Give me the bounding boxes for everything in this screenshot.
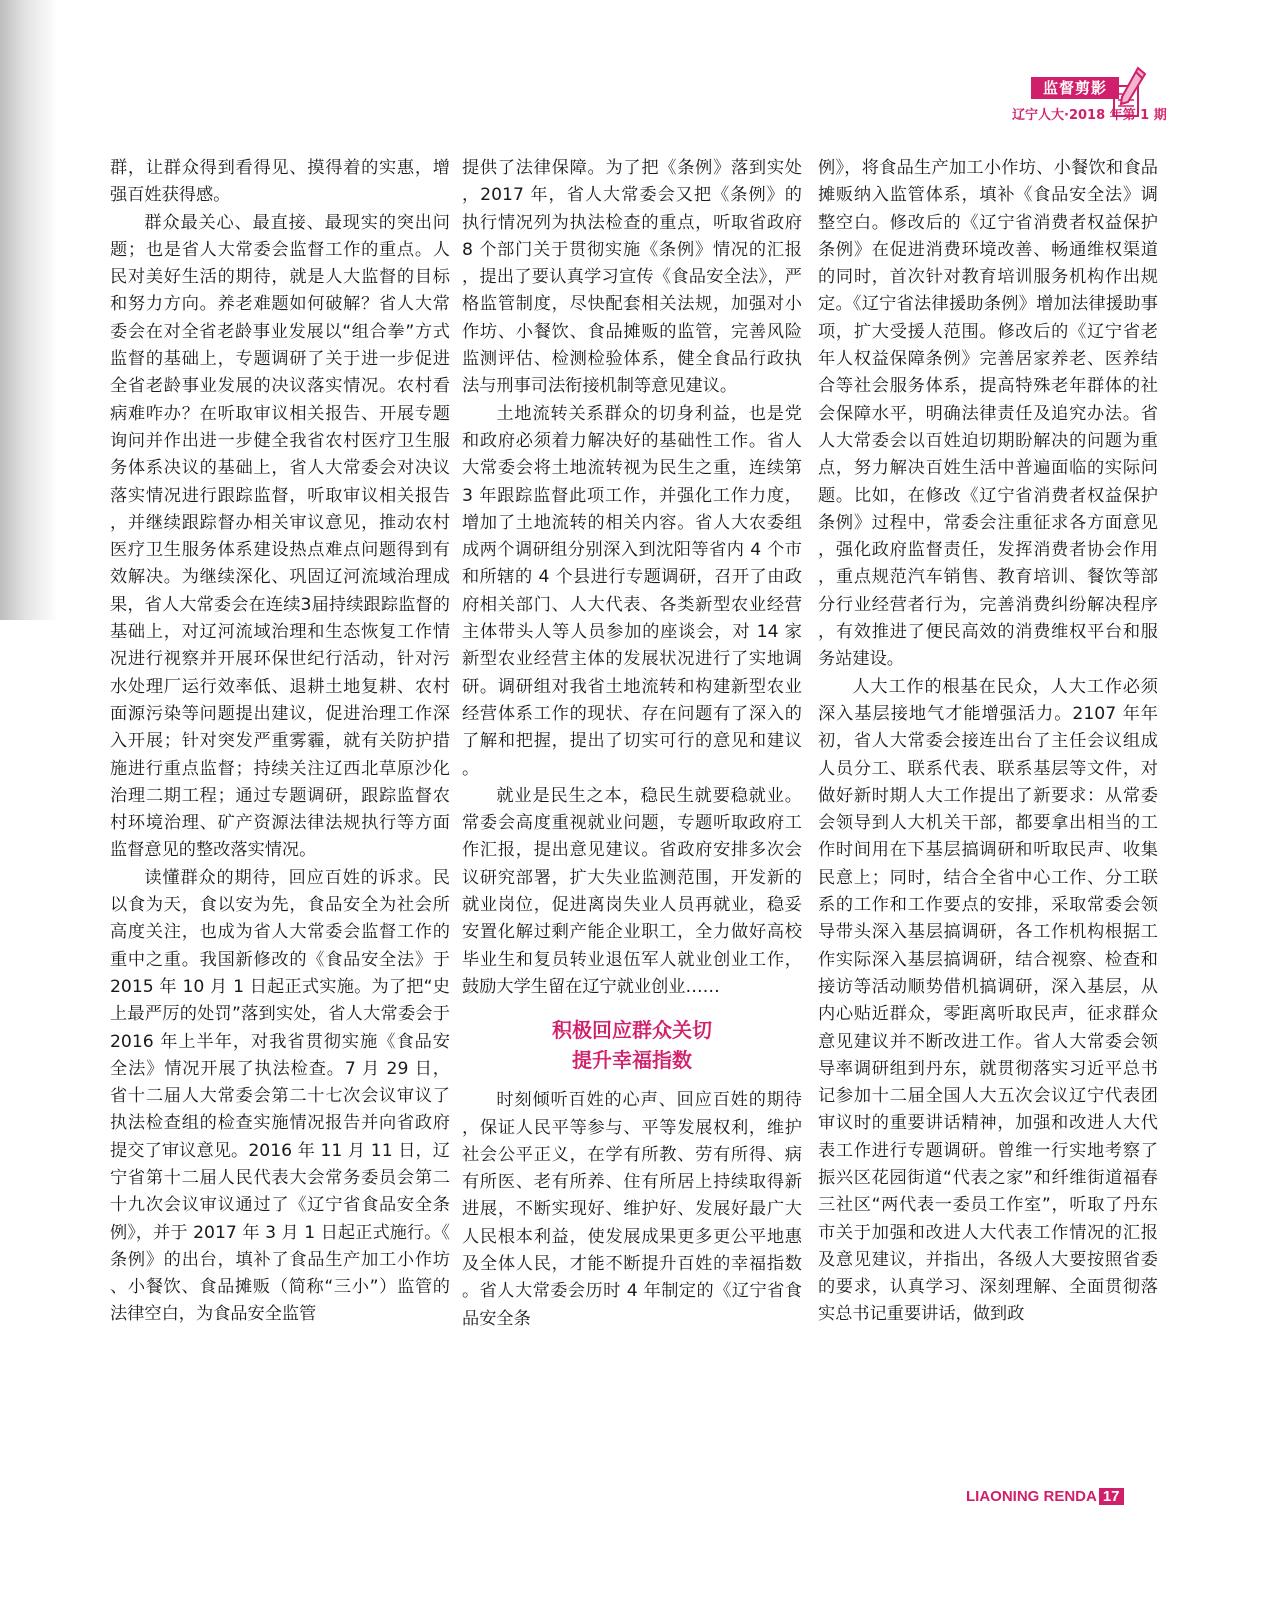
issue-line: 辽宁人大·2018 年第 1 期 [1012,108,1167,123]
paragraph: 土地流转关系群众的切身利益，也是党和政府必须着力解决好的基础性工作。省人大常委会将土地流转视为民生之重，连续第 3 年跟踪监督此项工作，并强化工作力度，增加了土地流转的相关内容。省人大农委组成两个调研组分别深入到沈阳等省内 4 个市和所辖的 4 个县进行专题调研，召开了由政府相关部门、人大代表、各类新型农业经营主体带头人等人员参加的座谈会，对 14 家新型农业经营主体的发展状况进行了实地调研。调研组对我省土地流转和构建新型农业经营体系工作的现状、存在问题有了深入的了解和把握，提出了切实可行的意见和建议。 [462,403,802,779]
paragraph: 群，让群众得到看得见、摸得着的实惠，增强百姓获得感。 [110,158,450,206]
page-number: 17 [1099,1488,1124,1505]
text-column-1 [110,155,450,1329]
paragraph: 时刻倾听百姓的心声、回应百姓的期待，保证人民平等参与、平等发展权利，维护社会公平正义，在学有所教、劳有所得、病有所医、老有所养、住有所居上持续取得新进展，不断实现好、维护好、发展好最广大人民根本利益，使发展成果更多更公平地惠及全体人民，才能不断提升百姓的幸福指数。省人大常委会历时 4 年制定的《辽宁省食品安全条 [462,1090,802,1329]
paragraph: 读懂群众的期待，回应百姓的诉求。民以食为天，食以安为先，食品安全为社会所高度关注，也成为省人大常委会监督工作的重中之重。我国新修改的《食品安全法》于 2015 年 10 月 1 日起正式实施。为了把“史上最严厉的处罚”落到实处，省人大常委会于 2016 年上半年，对我省贯彻实施《食品安全法》情况开展了执法检查。7 月 29 日，省十二届人大常委会第二十七次会议审议了执法检查组的检查实施情况报告并向省政府提交了审议意见。2016 年 11 月 11 日，辽宁省第十二届人民代表大会常务委员会第二十九次会议审议通过了《辽宁省食品安全条例》，并于 2017 年 3 月 1 日起正式施行。《条例》的出台，填补了食品生产加工小作坊、小餐饮、食品摊贩（简称“三小”）监管的法律空白，为食品安全监管 [110,867,450,1325]
section-tag: 监督剪影 [1031,77,1119,99]
paragraph: 例》，将食品生产加工小作坊、小餐饮和食品摊贩纳入监管体系，填补《食品安全法》调整空白。修改后的《辽宁省消费者权益保护条例》在促进消费环境改善、畅通维权渠道的同时，首次针对教育培训服务机构作出规定。《辽宁省法律援助条例》增加法律援助事项，扩大受援人范围。修改后的《辽宁省老年人权益保障条例》完善居家养老、医养结合等社会服务体系，提高特殊老年群体的社会保障水平，明确法律责任及追究办法。省人大常委会以百姓迫切期盼解决的问题为重点，努力解决百姓生活中普遍面临的实际问题。比如，在修改《辽宁省消费者权益保护条例》过程中，常委会注重征求各方面意见，强化政府监督责任，发挥消费者协会作用，重点规范汽车销售、教育培训、餐饮等部分行业经营者行为，完善消费纠纷解决程序，有效推进了便民高效的消费维权平台和服务站建设。 [818,158,1158,670]
magazine-name: LIAONING RENDA [966,1488,1097,1505]
paragraph: 人大工作的根基在民众，人大工作必须深入基层接地气才能增强活力。2107 年年初，省人大常委会接连出台了主任会议组成人员分工、联系代表、联系基层等文件，对做好新时期人大工作提出了新要求：从常委会领导到人大机关干部，都要拿出相当的工作时间用在下基层搞调研和听取民声、收集民意上；同时，结合全省中心工作、分工联系的工作和工作要点的安排，采取常委会领导带头深入基层搞调研，各工作机构根据工作实际深入基层搞调研，结合视察、检查和接访等活动顺势借机搞调研，深入基层，从内心贴近群众，零距离听取民声，征求群众意见建议并不断改进工作。省人大常委会领导率调研组到丹东，就贯彻落实习近平总书记参加十二届全国人大五次会议辽宁代表团审议时的重要讲话精神，加强和改进人大代表工作进行专题调研。曾维一行实地考察了振兴区花园街道“代表之家”和纤维街道福春三社区“两代表一委员工作室”，听取了丹东市关于加强和改进人大代表工作情况的汇报及意见建议，并指出，各级人大要按照省委的要求，认真学习、深刻理解、全面贯彻落实总书记重要讲话，做到政 [818,676,1158,1325]
paragraph: 提供了法律保障。为了把《条例》落到实处，2017 年，省人大常委会又把《条例》的执行情况列为执法检查的重点，听取省政府 8 个部门关于贯彻实施《条例》情况的汇报，提出了要认真学习宣传《食品安全法》，严格监管制度，尽快配套相关法规，加强对小作坊、小餐饮、食品摊贩的监管，完善风险监测评估、检测检验体系，健全食品行政执法与刑事司法衔接机制等意见建议。 [462,158,802,397]
subheading-line-2: 提升幸福指数 [572,1048,692,1073]
subheading-line-1: 积极回应群众关切 [552,1018,712,1043]
page-footer [966,1488,1124,1505]
text-column-3 [818,155,1158,1329]
text-column-2 [462,155,802,1333]
paragraph: 群众最关心、最直接、最现实的突出问题；也是省人大常委会监督工作的重点。人民对美好生活的期待，就是人大监督的目标和努力方向。养老难题如何破解？省人大常委会在对全省老龄事业发展以“组合拳”方式监督的基础上，专题调研了关于进一步促进全省老龄事业发展的决议落实情况。农村看病难咋办？在听取审议相关报告、开展专题询问并作出进一步健全我省农村医疗卫生服务体系决议的基础上，省人大常委会对决议落实情况进行跟踪监督，听取审议相关报告，并继续跟踪督办相关审议意见，推动农村医疗卫生服务体系建设热点难点问题得到有效解决。为继续深化、巩固辽河流域治理成果，省人大常委会在连续3届持续跟踪监督的基础上，对辽河流域治理和生态恢复工作情况进行视察并开展环保世纪行活动，针对污水处理厂运行效率低、退耕土地复耕、农村面源污染等问题提出建议，促进治理工作深入开展；针对突发严重雾霾，就有关防护措施进行重点监督；持续关注辽西北草原沙化治理二期工程；通过专题调研，跟踪监督农村环境治理、矿产资源法律法规执行等方面监督意见的整改落实情况。 [110,212,450,861]
page-edge-shadow [0,0,58,620]
paragraph: 就业是民生之本，稳民生就要稳就业。常委会高度重视就业问题，专题听取政府工作汇报，提出意见建议。省政府安排多次会议研究部署，扩大失业监测范围，开发新的就业岗位，促进离岗失业人员再就业，稳妥安置化解过剩产能企业职工，全力做好高校毕业生和复员转业退伍军人就业创业工作，鼓励大学生留在辽宁就业创业…… [462,785,802,997]
section-subheading [462,1015,802,1075]
